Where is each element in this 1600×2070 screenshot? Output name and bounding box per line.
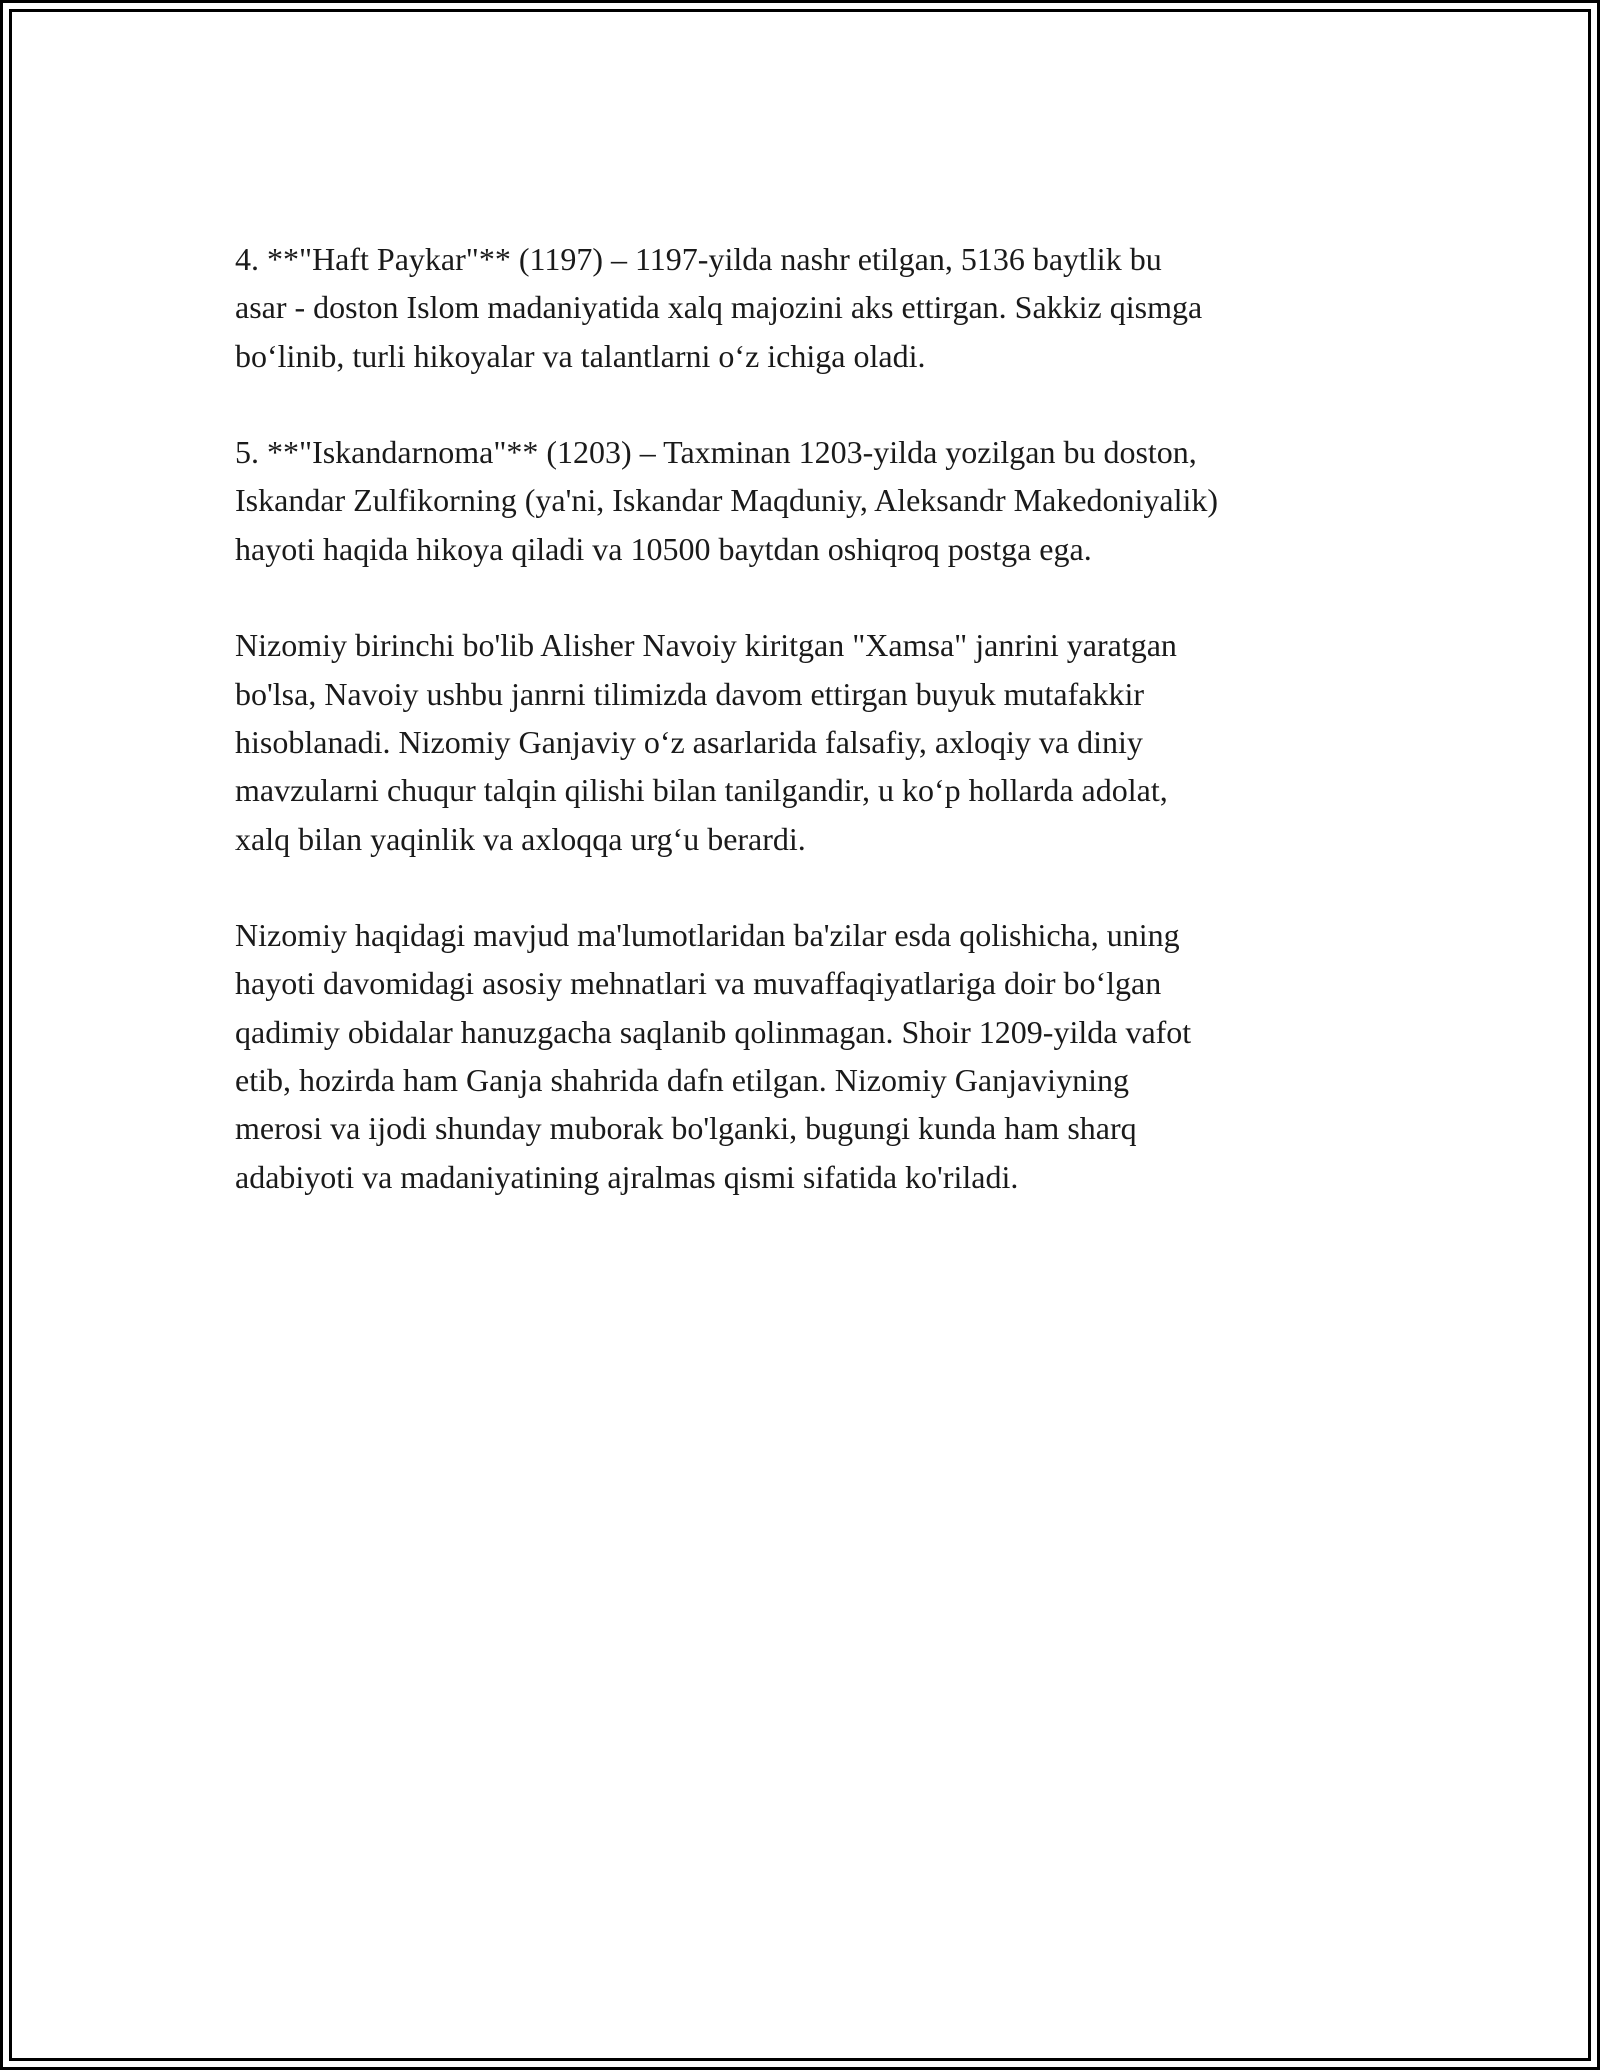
document-body: [235, 235, 1375, 1249]
paragraph-haft-paykar: 4. **"Haft Paykar"** (1197) – 1197-yilda nashr etilgan, 5136 baytlik bu asar - doston Islom madaniyatida xalq majozini aks ettirgan. Sakkiz qismga bo‘linib, turli hikoyalar va talantlarni o‘z ichiga oladi.: [235, 241, 1203, 374]
paragraph-iskandarnoma: 5. **"Iskandarnoma"** (1203) – Taxminan 1203-yilda yozilgan bu doston, Iskandar Zulfikorning (ya'ni, Iskandar Maqduniy, Aleksandr Makedoniyalik) hayoti haqida hikoya qiladi va 10500 baytdan oshiqroq postga ega.: [235, 434, 1218, 567]
paragraph-legacy: Nizomiy haqidagi mavjud ma'lumotlaridan ba'zilar esda qolishicha, uning hayoti davomidagi asosiy mehnatlari va muvaffaqiyatlariga doir bo‘lgan qadimiy obidalar hanuzgacha saqlanib qolinmagan. Shoir 1209-yilda vafot etib, hozirda ham Ganja shahrida dafn etilgan. Nizomiy Ganjaviyning merosi va ijodi shunday muborak bo'lganki, bugungi kunda ham sharq adabiyoti va madaniyatining ajralmas qismi sifatida ko'riladi.: [235, 917, 1192, 1195]
paragraph-xamsa: Nizomiy birinchi bo'lib Alisher Navoiy kiritgan "Xamsa" janrini yaratgan bo'lsa, Navoiy ushbu janrni tilimizda davom ettirgan buyuk mutafakkir hisoblanadi. Nizomiy Ganjaviy o‘z asarlarida falsafiy, axloqiy va diniy mavzularni chuqur talqin qilishi bilan tanilgandir, u ko‘p hollarda adolat, xalq bilan yaqinlik va axloqqa urg‘u berardi.: [235, 627, 1177, 857]
